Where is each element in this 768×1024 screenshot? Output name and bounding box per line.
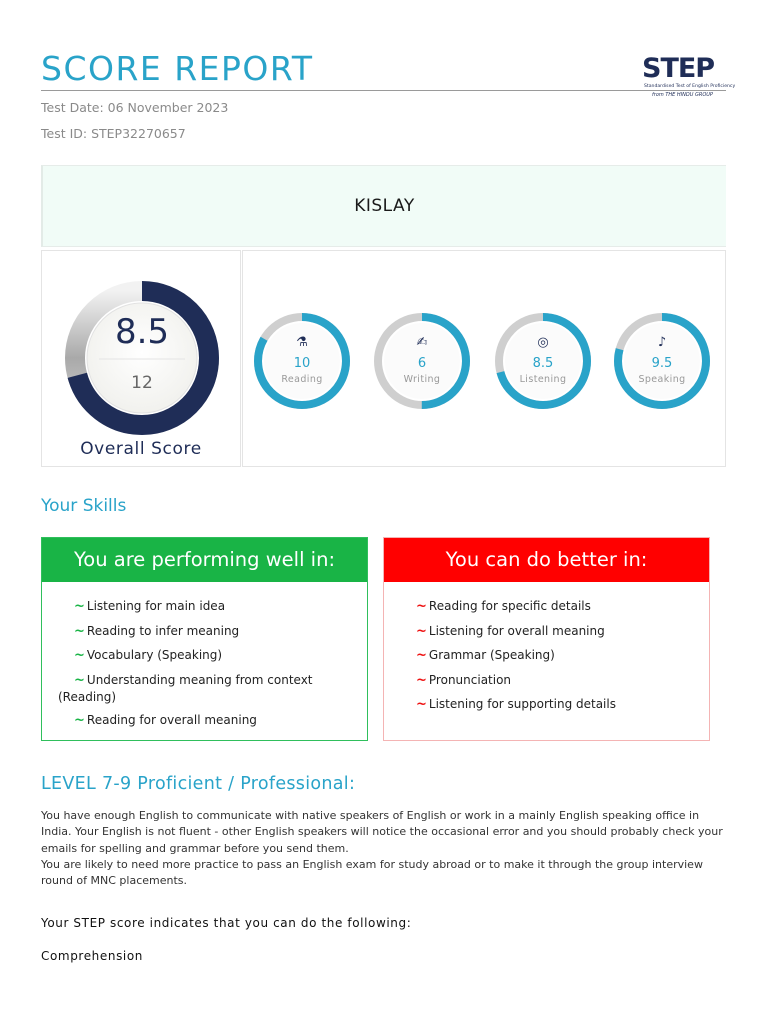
list-item: ~ Reading for specific details xyxy=(416,599,591,614)
test-id: Test ID: STEP32270657 xyxy=(41,126,186,141)
do-better-heading: You can do better in: xyxy=(384,538,709,582)
list-item: ~ Reading for overall meaning xyxy=(74,713,257,728)
logo-wordmark: STEP xyxy=(642,53,715,84)
skill-reading xyxy=(252,311,352,411)
list-item: ~ Listening for main idea xyxy=(74,599,226,614)
overall-score-max: 12 xyxy=(131,373,153,393)
list-item: ~ Vocabulary (Speaking) xyxy=(74,648,223,663)
writing-icon: ✍ xyxy=(416,335,428,350)
list-item: ~ Listening for overall meaning xyxy=(416,623,605,639)
list-item: ~ Understanding meaning from context (Reading) xyxy=(58,672,313,704)
skill-scores-card xyxy=(242,250,726,467)
performing-well-box xyxy=(41,537,368,741)
reading-label: Reading xyxy=(281,374,323,385)
speaking-score: 9.5 xyxy=(651,356,673,371)
reading-score: 10 xyxy=(293,356,311,371)
overall-score-ring xyxy=(63,279,221,437)
listening-score: 8.5 xyxy=(532,356,554,371)
logo-from: from THE HINDU GROUP xyxy=(652,92,713,98)
skill-speaking xyxy=(612,311,712,411)
overall-score-value: 8.5 xyxy=(114,312,170,352)
list-item: ~ Grammar (Speaking) xyxy=(416,648,555,663)
comprehension-heading: Comprehension xyxy=(41,949,144,963)
list-item: ~ Listening for supporting details xyxy=(416,697,616,712)
listening-icon: ◎ xyxy=(537,335,549,350)
level-heading: LEVEL 7-9 Proficient / Professional: xyxy=(41,774,356,794)
performing-well-heading: You are performing well in: xyxy=(42,538,367,582)
writing-label: Writing xyxy=(403,374,441,385)
your-skills-heading: Your Skills xyxy=(41,496,127,516)
level-paragraph: You have enough English to communicate with native speakers of English or work in a mainly English speaking office in India. Your English is not fluent - other English speakers will notice the occasional error and you should probably check your emails for spelling and grammar before you send them. xyxy=(41,809,723,855)
title-divider xyxy=(41,90,726,91)
level-description xyxy=(41,808,731,889)
speaking-icon: ♪ xyxy=(657,335,667,350)
logo-tagline: Standardised Test of English Proficiency xyxy=(644,84,736,89)
overall-score-label: Overall Score xyxy=(80,439,202,459)
speaking-label: Speaking xyxy=(638,374,686,385)
overall-score-card xyxy=(41,250,241,467)
candidate-band xyxy=(41,165,726,247)
skill-writing xyxy=(372,311,472,411)
writing-score: 6 xyxy=(417,356,427,371)
list-item: ~ Pronunciation xyxy=(416,672,512,688)
candidate-name: KISLAY xyxy=(354,196,415,216)
reading-icon: ⚗ xyxy=(296,335,308,350)
listening-label: Listening xyxy=(519,374,567,385)
performing-well-list xyxy=(42,582,367,729)
indicates-heading: Your STEP score indicates that you can do the following: xyxy=(41,916,412,930)
page-title: SCORE REPORT xyxy=(41,49,314,88)
test-date: Test Date: 06 November 2023 xyxy=(41,100,229,115)
do-better-box xyxy=(383,537,710,741)
skill-listening xyxy=(493,311,593,411)
step-logo xyxy=(638,52,736,104)
level-paragraph: You are likely to need more practice to pass an English exam for study abroad or to make it through the group interview round of MNC placements. xyxy=(41,857,703,888)
list-item: ~ Reading to infer meaning xyxy=(74,623,240,639)
do-better-list xyxy=(384,582,709,713)
